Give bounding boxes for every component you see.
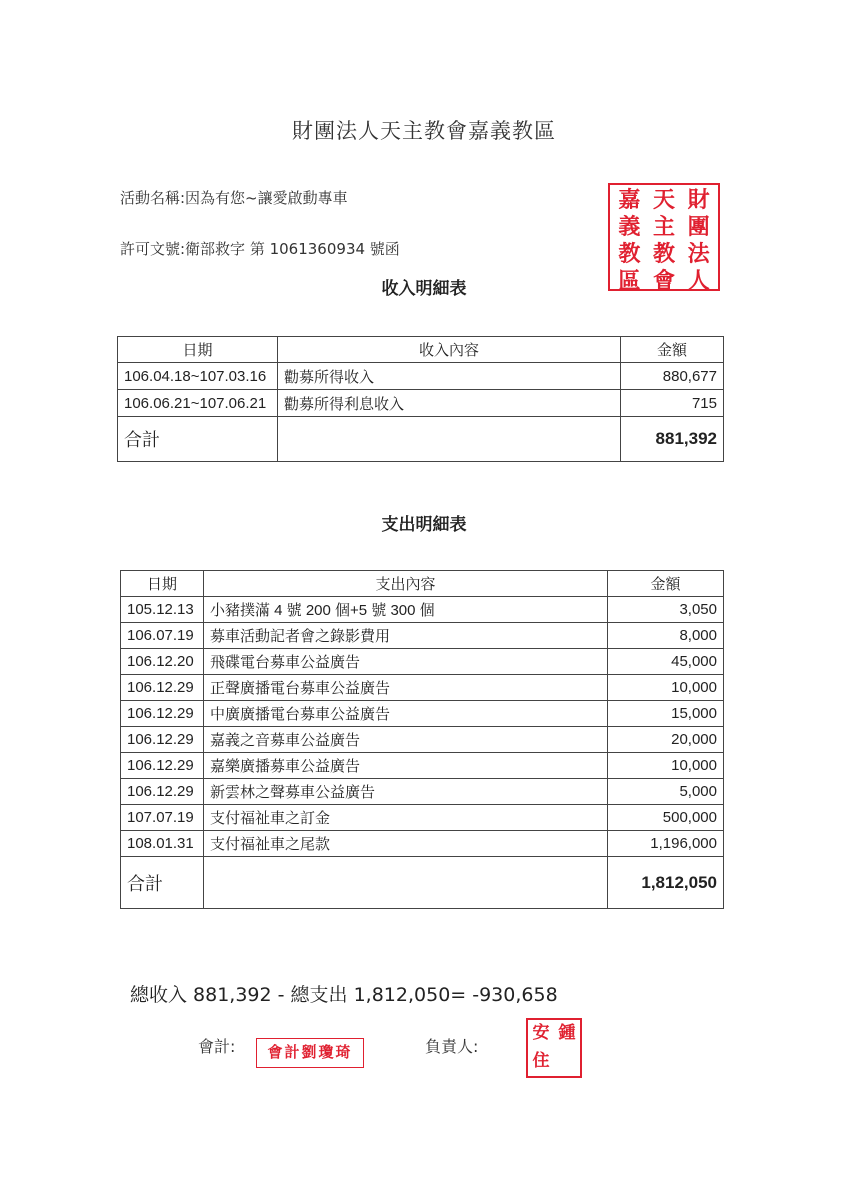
- expense-table: [120, 570, 724, 909]
- expense-cell-date: 105.12.13: [121, 597, 204, 623]
- accountant-seal: 會計劉瓊琦: [256, 1038, 364, 1068]
- income-header-amount: 金額: [621, 337, 724, 363]
- expense-cell-date: 106.12.29: [121, 779, 204, 805]
- income-header-row: [118, 337, 724, 363]
- expense-total-blank: [203, 857, 607, 909]
- expense-cell-date: 106.07.19: [121, 623, 204, 649]
- income-row: [118, 363, 724, 390]
- responsible-person-seal: [526, 1018, 582, 1078]
- income-total-row: [118, 417, 724, 462]
- expense-cell-date: 106.12.20: [121, 649, 204, 675]
- expense-cell-date: 106.12.29: [121, 753, 204, 779]
- expense-row: [121, 701, 724, 727]
- expense-cell-date: 106.12.29: [121, 675, 204, 701]
- expense-row: [121, 805, 724, 831]
- seal-character: 住: [532, 1051, 550, 1071]
- income-cell-amount: 880,677: [621, 363, 724, 390]
- activity-name: 活動名稱:因為有您~讓愛啟動專車: [120, 189, 348, 207]
- accountant-label: 會計:: [198, 1037, 236, 1056]
- expense-cell-content: 新雲林之聲募車公益廣告: [203, 779, 607, 805]
- expense-cell-content: 支付福祉車之尾款: [203, 831, 607, 857]
- seal-character: 嘉: [618, 187, 641, 213]
- income-cell-amount: 715: [621, 390, 724, 417]
- expense-cell-date: 106.12.29: [121, 701, 204, 727]
- seal-character: 會: [653, 268, 676, 294]
- expense-row: [121, 779, 724, 805]
- expense-row: [121, 753, 724, 779]
- seal-character: 教: [653, 241, 676, 267]
- income-row: [118, 390, 724, 417]
- expense-cell-content: 嘉義之音募車公益廣告: [203, 727, 607, 753]
- expense-row: [121, 649, 724, 675]
- expense-cell-content: 嘉樂廣播募車公益廣告: [203, 753, 607, 779]
- expense-cell-amount: 1,196,000: [608, 831, 724, 857]
- expense-total-label: 合計: [121, 857, 204, 909]
- expense-cell-content: 小豬撲滿 4 號 200 個+5 號 300 個: [203, 597, 607, 623]
- expense-cell-date: 107.07.19: [121, 805, 204, 831]
- expense-row: [121, 597, 724, 623]
- income-section-title: 收入明細表: [381, 279, 467, 299]
- expense-cell-amount: 5,000: [608, 779, 724, 805]
- expense-section-title: 支出明細表: [381, 515, 467, 535]
- income-cell-content: 勸募所得收入: [277, 363, 620, 390]
- seal-character: 主: [653, 214, 676, 240]
- seal-character: [554, 1048, 580, 1076]
- expense-row: [121, 831, 724, 857]
- expense-cell-date: 106.12.29: [121, 727, 204, 753]
- income-total-amount: 881,392: [621, 417, 724, 462]
- expense-row: [121, 727, 724, 753]
- expense-cell-amount: 10,000: [608, 675, 724, 701]
- seal-character: 團: [687, 214, 710, 240]
- expense-cell-content: 中廣廣播電台募車公益廣告: [203, 701, 607, 727]
- seal-character: 義: [618, 214, 641, 240]
- expense-cell-content: 支付福祉車之訂金: [203, 805, 607, 831]
- income-cell-date: 106.04.18~107.03.16: [118, 363, 278, 390]
- expense-cell-amount: 8,000: [608, 623, 724, 649]
- expense-header-date: 日期: [121, 571, 204, 597]
- expense-cell-amount: 45,000: [608, 649, 724, 675]
- expense-cell-date: 108.01.31: [121, 831, 204, 857]
- balance-summary: 總收入 881,392 - 總支出 1,812,050= -930,658: [130, 984, 558, 1006]
- expense-row: [121, 675, 724, 701]
- document-title: 財團法人天主教會嘉義教區: [292, 119, 556, 143]
- income-header-date: 日期: [118, 337, 278, 363]
- expense-cell-amount: 20,000: [608, 727, 724, 753]
- expense-cell-amount: 15,000: [608, 701, 724, 727]
- seal-character: 安: [532, 1023, 550, 1043]
- expense-header-content: 支出內容: [203, 571, 607, 597]
- expense-header-amount: 金額: [608, 571, 724, 597]
- expense-cell-amount: 10,000: [608, 753, 724, 779]
- expense-total-amount: 1,812,050: [608, 857, 724, 909]
- seal-character: 財: [687, 187, 710, 213]
- expense-cell-amount: 500,000: [608, 805, 724, 831]
- expense-cell-content: 募車活動記者會之錄影費用: [203, 623, 607, 649]
- income-total-label: 合計: [118, 417, 278, 462]
- expense-cell-content: 正聲廣播電台募車公益廣告: [203, 675, 607, 701]
- responsible-person-label: 負責人:: [425, 1037, 479, 1056]
- expense-cell-amount: 3,050: [608, 597, 724, 623]
- income-cell-content: 勸募所得利息收入: [277, 390, 620, 417]
- expense-total-row: [121, 857, 724, 909]
- seal-character: 天: [653, 187, 676, 213]
- expense-row: [121, 623, 724, 649]
- income-table: [117, 336, 724, 462]
- permit-number: 許可文號:衛部救字 第 1061360934 號函: [120, 240, 400, 258]
- income-cell-date: 106.06.21~107.06.21: [118, 390, 278, 417]
- seal-character: 人: [687, 268, 710, 294]
- income-header-content: 收入內容: [277, 337, 620, 363]
- seal-character: 區: [618, 268, 641, 294]
- seal-character: 鍾: [558, 1023, 576, 1043]
- expense-header-row: [121, 571, 724, 597]
- seal-character: 法: [687, 241, 710, 267]
- seal-character: 教: [618, 241, 641, 267]
- expense-cell-content: 飛碟電台募車公益廣告: [203, 649, 607, 675]
- income-total-blank: [277, 417, 620, 462]
